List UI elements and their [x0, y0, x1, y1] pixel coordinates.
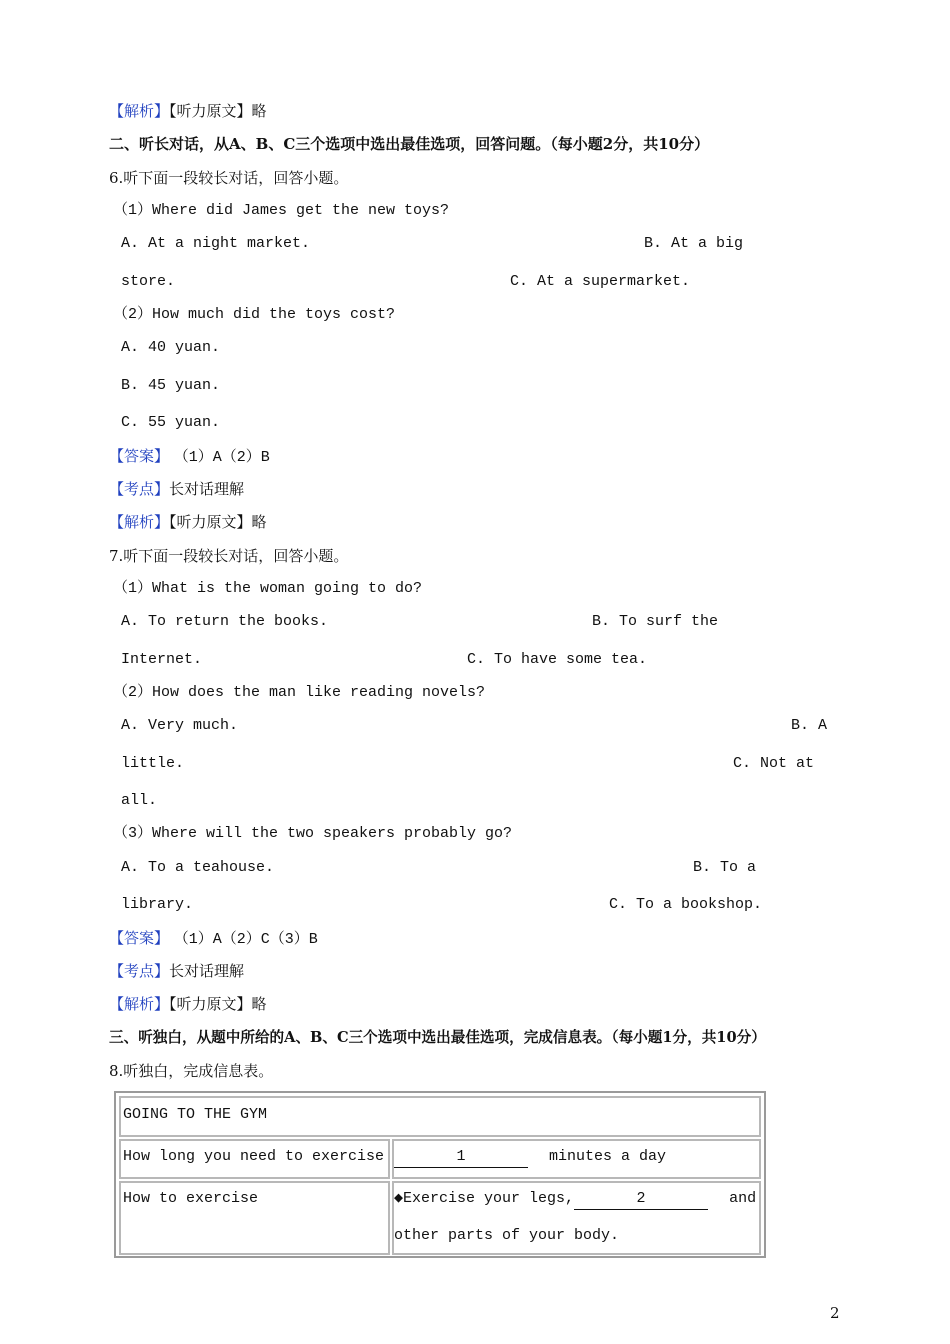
q7-sub2-option-c: C. Not at [733, 755, 815, 772]
table-r2-line2: other parts of your body. [394, 1227, 620, 1244]
table-r1-value [394, 1147, 666, 1168]
q6-kaodian-label: 【考点】 [109, 480, 170, 498]
table-r1-after: minutes a day [549, 1148, 667, 1165]
table-title-cell [119, 1096, 761, 1137]
q7-sub1-option-a: A. To return the books. [121, 613, 329, 630]
q7-sub3-option-c: C. To a bookshop. [609, 896, 763, 913]
q6-sub2-option-c: C. 55 yuan. [121, 414, 221, 431]
q6-jiexi-line [109, 512, 267, 532]
q7-sub1-option-b-cont: Internet. [121, 651, 203, 668]
q7-sub1-option-b: B. To surf the [592, 613, 719, 630]
q7-sub3-option-b: B. To a [693, 859, 757, 876]
q6-sub1-option-b-cont: store. [121, 273, 176, 290]
table-r1-value-cell [392, 1139, 761, 1179]
q6-kaodian-line [109, 479, 244, 499]
analysis-original: 【听力原文】略 [169, 102, 267, 120]
q6-sub2-option-a: A. 40 yuan. [121, 339, 221, 356]
table-title: GOING TO THE GYM [123, 1106, 268, 1123]
q6-sub1-option-a: A. At a night market. [121, 235, 311, 252]
question-8-title: 8.听独白，完成信息表。 [109, 1062, 274, 1080]
question-6-title: 6.听下面一段较长对话，回答小题。 [109, 169, 349, 187]
q7-jiexi-line [109, 994, 267, 1014]
q6-jiexi: 【听力原文】略 [169, 513, 267, 531]
q6-jiexi-label: 【解析】 [109, 513, 170, 531]
q7-sub3-option-b-cont: library. [121, 896, 194, 913]
q7-sub2-option-b: B. A [791, 717, 828, 734]
q7-sub2-option-b-cont: little. [121, 755, 185, 772]
table-r2-before: ◆Exercise your legs, [394, 1190, 575, 1207]
q6-kaodian: 长对话理解 [169, 480, 245, 498]
q7-sub2-question: （2）How does the man like reading novels? [113, 684, 486, 701]
table-r2-label-cell [119, 1181, 390, 1255]
q6-answer-label: 【答案】 [109, 447, 170, 465]
info-table [114, 1091, 766, 1258]
q6-sub1-option-b: B. At a big [644, 235, 744, 252]
question-7-title: 7.听下面一段较长对话，回答小题。 [109, 547, 349, 565]
q7-jiexi: 【听力原文】略 [169, 995, 267, 1013]
table-r1-label: How long you need to exercise [123, 1148, 385, 1165]
blank-2[interactable]: 2 [574, 1189, 708, 1210]
q7-answer-label: 【答案】 [109, 929, 170, 947]
blank-1[interactable]: 1 [394, 1147, 528, 1168]
q7-answer-line [109, 928, 318, 950]
analysis-line [109, 101, 267, 121]
q7-jiexi-label: 【解析】 [109, 995, 170, 1013]
q6-answer-line [109, 446, 270, 468]
q7-kaodian-line [109, 961, 244, 981]
q7-sub2-option-c-cont: all. [121, 792, 158, 809]
q6-sub1-question: （1）Where did James get the new toys? [113, 202, 450, 219]
table-r2-after: and [729, 1190, 757, 1207]
table-r2-value [394, 1189, 756, 1210]
q6-sub2-option-b: B. 45 yuan. [121, 377, 221, 394]
q7-sub2-option-a: A. Very much. [121, 717, 239, 734]
section-3-heading: 三、听独白，从题中所给的A、B、C三个选项中选出最佳选项，完成信息表。（每小题1分，共10分） [109, 1029, 766, 1046]
q7-answer: （1）A（2）C（3）B [173, 931, 318, 948]
q7-sub3-option-a: A. To a teahouse. [121, 859, 275, 876]
q6-sub1-option-c: C. At a supermarket. [510, 273, 691, 290]
page-number: 2 [830, 1304, 840, 1322]
section-2-heading: 二、听长对话，从A、B、C三个选项中选出最佳选项，回答问题。（每小题2分，共10分） [109, 135, 710, 153]
q7-sub1-option-c: C. To have some tea. [467, 651, 648, 668]
q7-kaodian-label: 【考点】 [109, 962, 170, 980]
table-r2-label: How to exercise [123, 1190, 259, 1207]
q7-sub3-question: （3）Where will the two speakers probably go? [113, 825, 513, 842]
q7-kaodian: 长对话理解 [169, 962, 245, 980]
q6-answer: （1）A（2）B [173, 449, 270, 466]
analysis-label: 【解析】 [109, 102, 170, 120]
table-r2-value-cell [392, 1181, 761, 1255]
q6-sub2-question: （2）How much did the toys cost? [113, 306, 396, 323]
table-r1-label-cell [119, 1139, 390, 1179]
q7-sub1-question: （1）What is the woman going to do? [113, 580, 423, 597]
